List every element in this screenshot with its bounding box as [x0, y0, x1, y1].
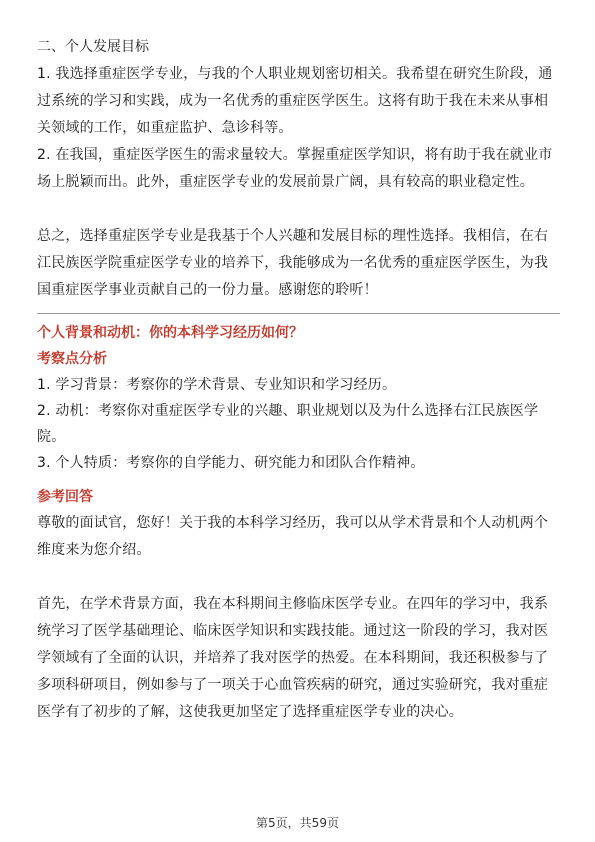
analysis-item-1: 1. 学习背景：考察你的学术背景、专业知识和学习经历。	[37, 377, 397, 393]
conclusion-paragraph: 总之，选择重症医学专业是我基于个人兴趣和发展目标的理性选择。我相信，在右江民族医学院重症医学专业的培养下，我能够成为一名优秀的重症医学医生，为我国重症医学事业贡献自己的一份力量。感谢您的聆听！	[37, 228, 549, 298]
page-footer: 第5页，共59页	[256, 816, 339, 830]
answer-heading: 参考回答	[37, 489, 93, 505]
answer-paragraph-1: 首先，在学术背景方面，我在本科期间主修临床医学专业。在四年的学习中，我系统学习了医学基础理论、临床医学知识和实践技能。通过这一阶段的学习，我对医学领域有了全面的认识，并培养了我对医学的热爱。在本科期间，我还积极参与了多项科研项目，例如参与了一项关于心血管疾病的研究，通过实验研究，我对重症医学有了初步的了解，这使我更加坚定了选择重症医学专业的决心。	[37, 596, 549, 720]
paragraph-item-2: 2. 在我国，重症医学医生的需求量较大。掌握重症医学知识，将有助于我在就业市场上脱颖而出。此外，重症医学专业的发展前景广阔，具有较高的职业稳定性。	[37, 147, 553, 190]
answer-intro: 尊敬的面试官，您好！关于我的本科学习经历，我可以从学术背景和个人动机两个维度来为您介绍。	[37, 515, 549, 558]
section-heading: 二、个人发展目标	[37, 39, 149, 55]
analysis-heading: 考察点分析	[37, 351, 107, 367]
question-title: 个人背景和动机：你的本科学习经历如何？	[37, 325, 303, 341]
paragraph-item-1: 1. 我选择重症医学专业，与我的个人职业规划密切相关。我希望在研究生阶段，通过系统的学习和实践，成为一名优秀的重症医学医生。这将有助于我在未来从事相关领域的工作，如重症监护、急诊科等。	[37, 66, 553, 136]
analysis-item-3: 3. 个人特质：考察你的自学能力、研究能力和团队合作精神。	[37, 455, 425, 471]
analysis-item-2: 2. 动机：考察你对重症医学专业的兴趣、职业规划以及为什么选择右江民族医学院。	[37, 403, 539, 445]
analysis-list	[37, 372, 560, 476]
document-page	[37, 34, 560, 726]
section-divider	[37, 313, 560, 314]
